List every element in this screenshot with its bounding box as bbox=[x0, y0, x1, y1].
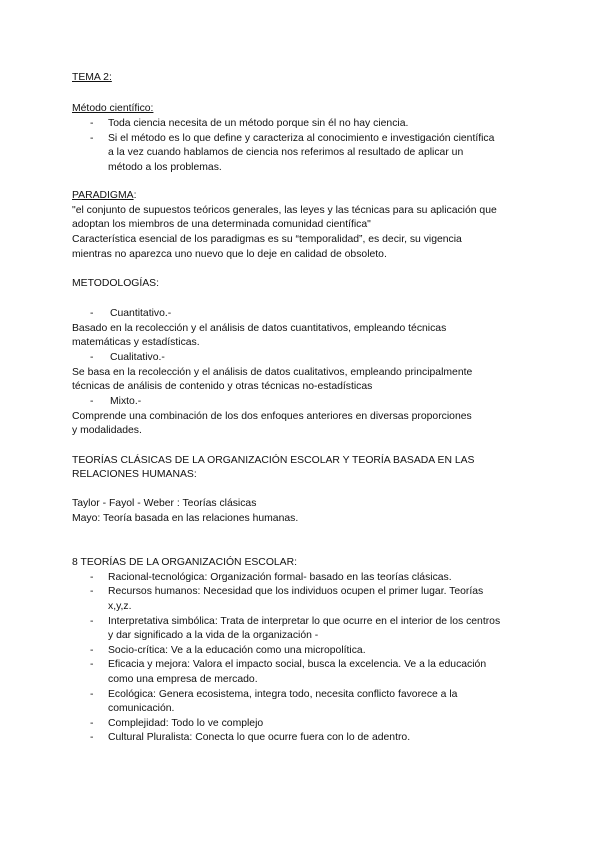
teoria-item: Socio-crítica: Ve a la educación como una micropolítica. bbox=[108, 645, 366, 656]
teoria-item: Recursos humanos: Necesidad que los individuos ocupen el primer lugar. Teorías bbox=[108, 586, 484, 597]
bullet-dash: - bbox=[90, 308, 94, 319]
paradigma-title: PARADIGMA bbox=[72, 190, 134, 201]
teoria-item: Interpretativa simbólica: Trata de interpretar lo que ocurre en el interior de los centros bbox=[108, 616, 501, 627]
bullet-dash: - bbox=[90, 732, 94, 743]
metodo-heading: Método científico: bbox=[72, 103, 154, 114]
teoria-item: Cultural Pluralista: Conecta lo que ocurre fuera con lo de adentro. bbox=[108, 732, 411, 743]
bullet-dash: - bbox=[90, 616, 94, 627]
paradigma-line: Característica esencial de los paradigmas es su “temporalidad”, es decir, su vigencia bbox=[72, 234, 462, 245]
metodologia-label: Cuantitativo.- bbox=[110, 308, 172, 319]
bullet-dash: - bbox=[90, 689, 94, 700]
teorias-clasicas-line: Taylor - Fayol - Weber : Teorías clásicas bbox=[72, 498, 257, 509]
teorias-clasicas-heading: TEORÍAS CLÁSICAS DE LA ORGANIZACIÓN ESCOLAR Y TEORÍA BASADA EN LAS bbox=[72, 455, 475, 466]
metodo-item-cont: a la vez cuando hablamos de ciencia nos referimos al resultado de aplicar un bbox=[108, 147, 464, 158]
paradigma-line: adoptan los miembros de una determinada comunidad científica" bbox=[72, 219, 371, 230]
ocho-teorias-heading: 8 TEORÍAS DE LA ORGANIZACIÓN ESCOLAR: bbox=[72, 557, 297, 568]
teoria-item: Ecológica: Genera ecosistema, integra todo, necesita conflicto favorece a la bbox=[108, 689, 458, 700]
bullet-dash: - bbox=[90, 396, 94, 407]
teoria-item: Racional-tecnológica: Organización formal- basado en las teorías clásicas. bbox=[108, 572, 452, 583]
bullet-dash: - bbox=[90, 586, 94, 597]
paradigma-heading bbox=[72, 189, 136, 203]
teoria-item-cont: x,y,z. bbox=[108, 601, 132, 612]
metodologia-desc: Basado en la recolección y el análisis de datos cuantitativos, empleando técnicas bbox=[72, 323, 447, 334]
bullet-dash: - bbox=[90, 133, 94, 144]
bullet-dash: - bbox=[90, 659, 94, 670]
teoria-item: Complejidad: Todo lo ve complejo bbox=[108, 718, 264, 729]
paradigma-line: "el conjunto de supuestos teóricos generales, las leyes y las técnicas para su aplicación que bbox=[72, 205, 497, 216]
metodologia-desc: Se basa en la recolección y el análisis de datos cualitativos, empleando principalmente bbox=[72, 367, 473, 378]
metodologias-heading: METODOLOGÍAS: bbox=[72, 278, 159, 289]
metodologia-desc: y modalidades. bbox=[72, 425, 142, 436]
metodologia-desc: técnicas de análisis de contenido y otras técnicas no-estadísticas bbox=[72, 381, 373, 392]
metodo-item-cont: método a los problemas. bbox=[108, 162, 222, 173]
metodo-item: Toda ciencia necesita de un método porque sin él no hay ciencia. bbox=[108, 118, 409, 129]
metodologia-label: Cualitativo.- bbox=[110, 352, 165, 363]
bullet-dash: - bbox=[90, 118, 94, 129]
metodologia-label: Mixto.- bbox=[110, 396, 142, 407]
bullet-dash: - bbox=[90, 572, 94, 583]
bullet-dash: - bbox=[90, 352, 94, 363]
metodologia-desc: Comprende una combinación de los dos enfoques anteriores en diversas proporciones bbox=[72, 411, 472, 422]
paradigma-line: mientras no aparezca uno nuevo que lo deje en calidad de obsoleto. bbox=[72, 249, 387, 260]
bullet-dash: - bbox=[90, 718, 94, 729]
teoria-item-cont: como una empresa de mercado. bbox=[108, 674, 258, 685]
paradigma-colon: : bbox=[133, 190, 137, 201]
teorias-clasicas-heading-cont: RELACIONES HUMANAS: bbox=[72, 469, 197, 480]
teorias-clasicas-line: Mayo: Teoría basada en las relaciones humanas. bbox=[72, 513, 299, 524]
teoria-item: Eficacia y mejora: Valora el impacto social, busca la excelencia. Ve a la educación bbox=[108, 659, 487, 670]
bullet-dash: - bbox=[90, 645, 94, 656]
teoria-item-cont: y dar significado a la vida de la organización - bbox=[108, 630, 319, 641]
metodologia-desc: matemáticas y estadísticas. bbox=[72, 337, 200, 348]
tema-heading: TEMA 2: bbox=[72, 72, 112, 83]
teoria-item-cont: comunicación. bbox=[108, 703, 175, 714]
metodo-item: Si el método es lo que define y caracteriza al conocimiento e investigación científica bbox=[108, 133, 495, 144]
